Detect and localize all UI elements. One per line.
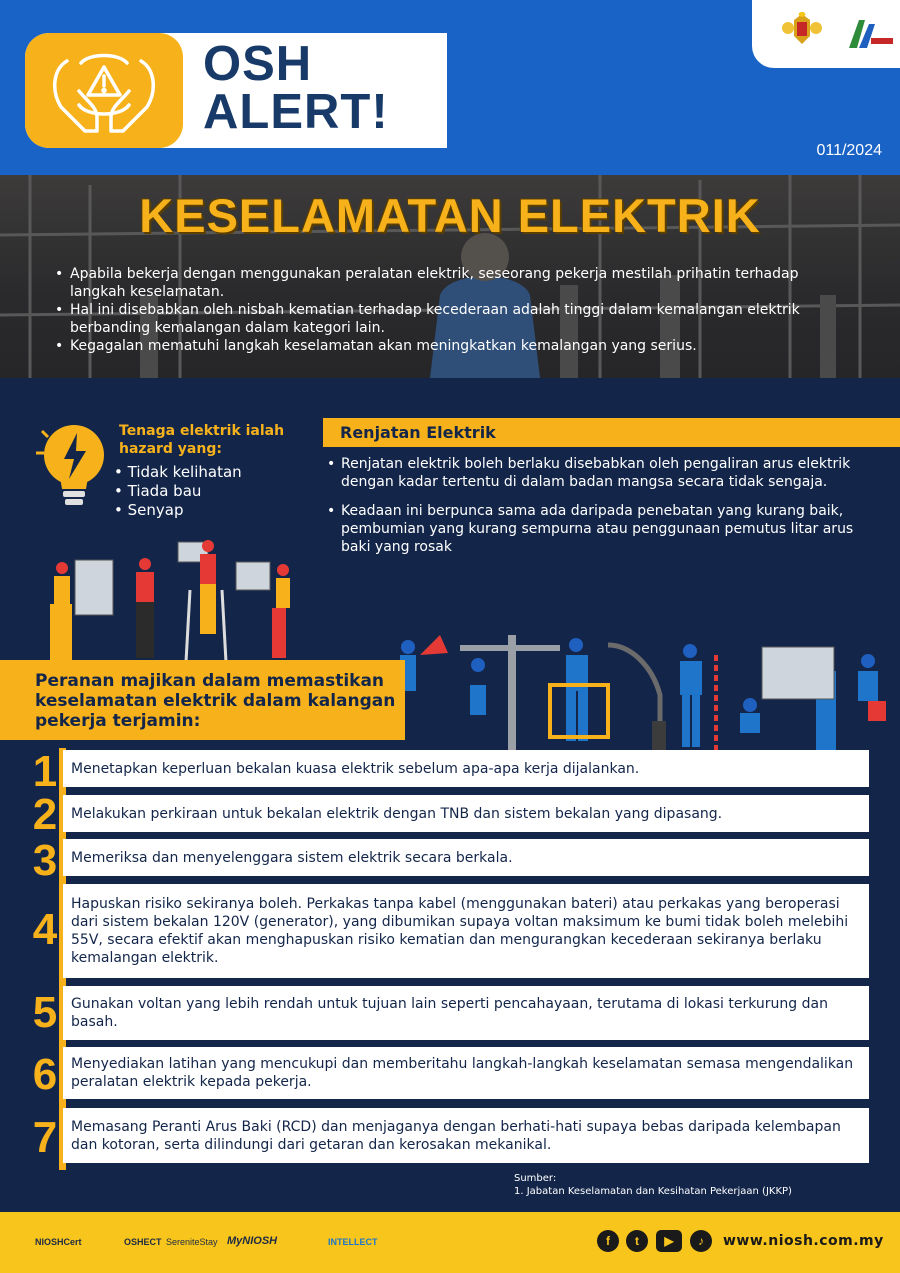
tiktok-icon[interactable]: ♪ (690, 1230, 712, 1252)
step-number: 4 (32, 905, 58, 954)
partner-logos (752, 0, 900, 68)
step-number: 6 (32, 1050, 58, 1099)
hazard-item: • Senyap (114, 501, 242, 520)
hazard-title: Tenaga elektrik ialah hazard yang: (119, 423, 285, 457)
hero-bullet-list (55, 265, 835, 355)
website-link[interactable]: www.niosh.com.my (723, 1233, 884, 1249)
step-text: Menyediakan latihan yang mencukupi dan memberitahu langkah-langkah keselamatan semasa mengendalikan peralatan elektrik kepada pekerja. (71, 1056, 854, 1090)
step-number: 5 (32, 988, 58, 1037)
step-card (63, 750, 869, 787)
footer-logo: NIOSHCert (35, 1237, 82, 1247)
step-text: Gunakan voltan yang lebih rendah untuk tujuan lain seperti pencahayaan, terutama di lokasi terkurung dan basah. (71, 996, 828, 1030)
step-text: Memeriksa dan menyelenggara sistem elektrik secara berkala. (71, 849, 513, 866)
renjatan-bullet: • Keadaan ini berpunca sama ada daripada penebatan yang kurang baik, pembumian yang kurang sempurna atau penggunaan pemutus litar arus baki yang rosak (327, 502, 872, 556)
step-number: 2 (32, 790, 58, 839)
step-card (63, 1108, 869, 1163)
step-text: Hapuskan risiko sekiranya boleh. Perkakas tanpa kabel (menggunakan bateri) atau perkakas yang beroperasi dari sistem bekalan 120V (generator), yang dibumikan supaya voltan maksimum ke bumi tidak boleh melebihi 55V, secara efektif akan menghapuskan risiko kematian dan mengurangkan kecederaan sekiranya berlaku kemalangan elektrik. (71, 896, 849, 966)
source-label: Sumber: (514, 1173, 557, 1184)
source-note (514, 1172, 792, 1198)
facebook-icon[interactable]: f (597, 1230, 619, 1252)
step-card (63, 839, 869, 876)
niosh-logo (845, 12, 895, 52)
step-number: 1 (32, 747, 58, 796)
footer-logo: OSHECT (124, 1237, 162, 1247)
workers-equipment-illustration (390, 625, 895, 755)
step-number: 3 (32, 836, 58, 885)
lightbulb-bolt-icon (30, 415, 110, 515)
step-card (63, 884, 869, 978)
youtube-icon[interactable]: ▶ (656, 1230, 682, 1252)
step-text: Melakukan perkiraan untuk bekalan elektrik dengan TNB dan sistem bekalan yang dipasang. (71, 805, 723, 822)
renjatan-title: Renjatan Elektrik (340, 423, 496, 442)
hero-title: KESELAMATAN ELEKTRIK (139, 189, 761, 242)
alert-title-line1: OSH (203, 37, 313, 91)
step-number: 7 (32, 1113, 58, 1162)
hero-bullet: • Hal ini disebabkan oleh nisbah kematian terhadap kecederaan adalah tinggi dalam kemalangan elektrik berbanding kemalangan dalam kategori lain. (55, 301, 835, 337)
hazard-item: • Tidak kelihatan (114, 463, 242, 482)
hazard-list (114, 463, 242, 520)
peranan-title: Peranan majikan dalam memastikan keselamatan elektrik dalam kalangan pekerja terjamin: (35, 671, 396, 731)
step-text: Memasang Peranti Arus Baki (RCD) dan menjaganya dengan berhati-hati supaya bebas daripada kelembapan dan kotoran, serta dilindungi dari getaran dan kerosakan mekanikal. (71, 1118, 841, 1153)
step-card (63, 1047, 869, 1099)
step-card (63, 795, 869, 832)
hazard-item: • Tiada bau (114, 482, 242, 501)
hero-bullet: • Kegagalan mematuhi langkah keselamatan akan meningkatkan kemalangan yang serius. (55, 337, 835, 355)
workers-panel-illustration (40, 540, 310, 665)
alert-icon-box (25, 33, 183, 148)
alert-title-line2: ALERT! (203, 85, 389, 139)
footer-logo: MyNIOSH (227, 1235, 278, 1247)
renjatan-bullet: • Renjatan elektrik boleh berlaku disebabkan oleh pengaliran arus elektrik dengan kadar tertentu di dalam badan mangsa secara tidak sengaja. (327, 455, 872, 491)
alert-title (203, 37, 389, 139)
footer-logo: INTELLECT (328, 1237, 378, 1247)
twitter-icon[interactable]: t (626, 1230, 648, 1252)
renjatan-list (327, 455, 872, 567)
hero-bullet: • Apabila bekerja dengan menggunakan peralatan elektrik, seseorang pekerja mestilah prihatin terhadap langkah keselamatan. (55, 265, 835, 301)
step-text: Menetapkan keperluan bekalan kuasa elektrik sebelum apa-apa kerja dijalankan. (71, 760, 640, 777)
hands-warning-icon (25, 33, 183, 148)
source-item: 1. Jabatan Keselamatan dan Kesihatan Pekerjaan (JKKP) (514, 1186, 792, 1197)
issue-number: 011/2024 (816, 142, 882, 159)
footer-logo: SereniteStay (166, 1237, 218, 1247)
government-crest-logo (780, 10, 824, 50)
step-card (63, 986, 869, 1040)
